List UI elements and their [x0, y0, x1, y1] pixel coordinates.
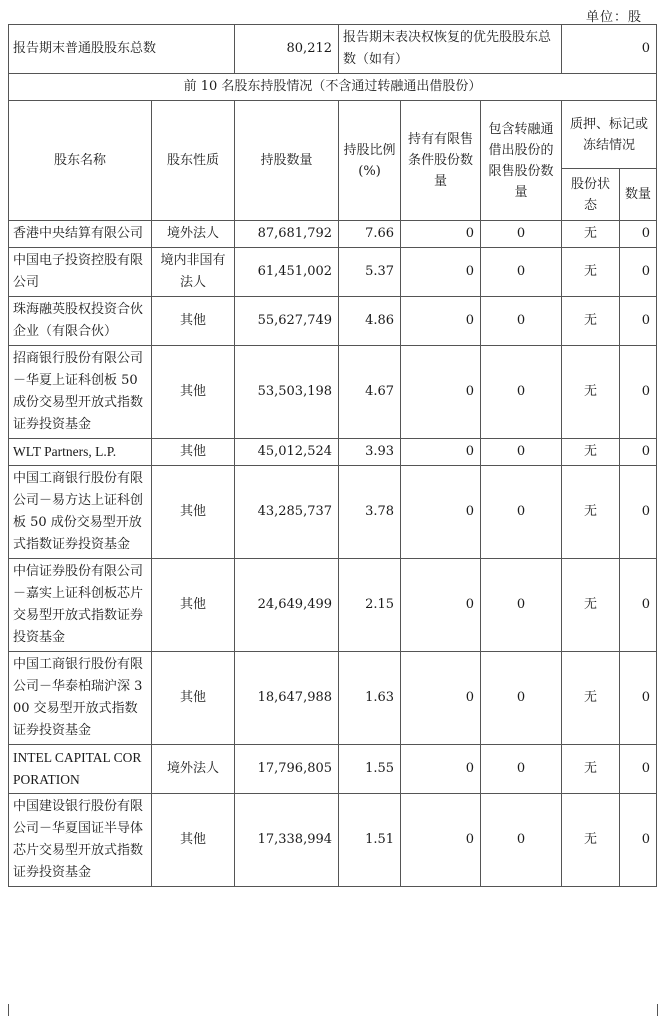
- holder-nature: 境外法人: [152, 745, 235, 794]
- table-row: [9, 248, 657, 297]
- header-pledge-status: 股份状态: [562, 169, 620, 221]
- holder-nature: 其他: [152, 346, 235, 439]
- holder-nature: 境外法人: [152, 221, 235, 248]
- holder-pledge-qty: 0: [620, 794, 657, 887]
- holder-nature: 其他: [152, 794, 235, 887]
- holder-lent: 0: [481, 248, 562, 297]
- holder-pledge-qty: 0: [620, 248, 657, 297]
- holder-pledge-status: 无: [562, 745, 620, 794]
- holder-pledge-status: 无: [562, 248, 620, 297]
- holder-ratio: 5.37: [339, 248, 401, 297]
- table-row: [9, 439, 657, 466]
- holder-nature: 其他: [152, 559, 235, 652]
- holder-lent: 0: [481, 297, 562, 346]
- holder-pledge-qty: 0: [620, 439, 657, 466]
- holder-lent: 0: [481, 652, 562, 745]
- holder-restricted: 0: [401, 248, 481, 297]
- holder-pledge-status: 无: [562, 794, 620, 887]
- holder-ratio: 4.67: [339, 346, 401, 439]
- holder-restricted: 0: [401, 221, 481, 248]
- holder-ratio: 3.78: [339, 466, 401, 559]
- header-row: [9, 101, 657, 169]
- holder-lent: 0: [481, 346, 562, 439]
- preferred-holders-value: 0: [562, 25, 657, 74]
- table-row: [9, 297, 657, 346]
- holder-lent: 0: [481, 466, 562, 559]
- header-name: 股东名称: [9, 101, 152, 221]
- header-ratio: 持股比例(%): [339, 101, 401, 221]
- holder-pledge-status: 无: [562, 652, 620, 745]
- holder-lent: 0: [481, 794, 562, 887]
- holder-pledge-qty: 0: [620, 652, 657, 745]
- holder-ratio: 3.93: [339, 439, 401, 466]
- preferred-holders-label: 报告期末表决权恢复的优先股股东总数（如有）: [339, 25, 562, 74]
- holder-quantity: 17,338,994: [235, 794, 339, 887]
- table-row: [9, 652, 657, 745]
- common-holders-label: 报告期末普通股股东总数: [9, 25, 235, 74]
- holder-pledge-qty: 0: [620, 559, 657, 652]
- holder-pledge-qty: 0: [620, 221, 657, 248]
- holder-nature: 其他: [152, 297, 235, 346]
- section-title-row: [9, 74, 657, 101]
- holder-name: 香港中央结算有限公司: [9, 221, 152, 248]
- holder-quantity: 87,681,792: [235, 221, 339, 248]
- holder-quantity: 18,647,988: [235, 652, 339, 745]
- header-restricted: 持有有限售条件股份数量: [401, 101, 481, 221]
- holder-restricted: 0: [401, 439, 481, 466]
- holder-quantity: 17,796,805: [235, 745, 339, 794]
- header-lent: 包含转融通借出股份的限售股份数量: [481, 101, 562, 221]
- header-pledge: 质押、标记或冻结情况: [562, 101, 657, 169]
- holder-nature: 其他: [152, 439, 235, 466]
- next-section-partial: [8, 1004, 658, 1016]
- holder-lent: 0: [481, 439, 562, 466]
- holder-quantity: 24,649,499: [235, 559, 339, 652]
- holder-pledge-status: 无: [562, 559, 620, 652]
- unit-label: 单位：股: [585, 10, 642, 25]
- holder-lent: 0: [481, 559, 562, 652]
- shareholders-table: [8, 24, 657, 887]
- holder-quantity: 61,451,002: [235, 248, 339, 297]
- section-title: 前 10 名股东持股情况（不含通过转融通出借股份）: [9, 74, 657, 101]
- holder-pledge-qty: 0: [620, 297, 657, 346]
- holder-name: WLT Partners, L.P.: [9, 439, 152, 466]
- holder-restricted: 0: [401, 794, 481, 887]
- holder-restricted: 0: [401, 466, 481, 559]
- holder-pledge-status: 无: [562, 466, 620, 559]
- holder-name: 中国工商银行股份有限公司－华泰柏瑞沪深 300 交易型开放式指数证券投资基金: [9, 652, 152, 745]
- table-row: [9, 221, 657, 248]
- holder-pledge-status: 无: [562, 221, 620, 248]
- table-row: [9, 559, 657, 652]
- holder-nature: 其他: [152, 652, 235, 745]
- holder-quantity: 53,503,198: [235, 346, 339, 439]
- summary-row: [9, 25, 657, 74]
- holder-ratio: 1.51: [339, 794, 401, 887]
- holder-quantity: 45,012,524: [235, 439, 339, 466]
- table-row: [9, 466, 657, 559]
- header-pledge-qty: 数量: [620, 169, 657, 221]
- holder-name: 中国工商银行股份有限公司－易方达上证科创板 50 成份交易型开放式指数证券投资基金: [9, 466, 152, 559]
- holder-ratio: 4.86: [339, 297, 401, 346]
- holder-restricted: 0: [401, 297, 481, 346]
- holder-ratio: 7.66: [339, 221, 401, 248]
- holder-restricted: 0: [401, 559, 481, 652]
- holder-name: 珠海融英股权投资合伙企业（有限合伙）: [9, 297, 152, 346]
- holder-name: 中国电子投资控股有限公司: [9, 248, 152, 297]
- holder-name: 招商银行股份有限公司－华夏上证科创板 50 成份交易型开放式指数证券投资基金: [9, 346, 152, 439]
- table-row: [9, 346, 657, 439]
- common-holders-value: 80,212: [235, 25, 339, 74]
- holder-quantity: 55,627,749: [235, 297, 339, 346]
- holder-name: 中国建设银行股份有限公司－华夏国证半导体芯片交易型开放式指数证券投资基金: [9, 794, 152, 887]
- holder-pledge-status: 无: [562, 346, 620, 439]
- holder-pledge-status: 无: [562, 439, 620, 466]
- holder-ratio: 1.63: [339, 652, 401, 745]
- table-row: [9, 745, 657, 794]
- table-row: [9, 794, 657, 887]
- holder-ratio: 2.15: [339, 559, 401, 652]
- holder-nature: 其他: [152, 466, 235, 559]
- holder-restricted: 0: [401, 346, 481, 439]
- holder-quantity: 43,285,737: [235, 466, 339, 559]
- holder-pledge-qty: 0: [620, 466, 657, 559]
- holder-pledge-qty: 0: [620, 346, 657, 439]
- holder-restricted: 0: [401, 745, 481, 794]
- holder-lent: 0: [481, 221, 562, 248]
- holder-name: 中信证券股份有限公司－嘉实上证科创板芯片交易型开放式指数证券投资基金: [9, 559, 152, 652]
- holder-restricted: 0: [401, 652, 481, 745]
- holder-lent: 0: [481, 745, 562, 794]
- holder-ratio: 1.55: [339, 745, 401, 794]
- holder-nature: 境内非国有法人: [152, 248, 235, 297]
- holder-name: INTEL CAPITAL CORPORATION: [9, 745, 152, 794]
- header-nature: 股东性质: [152, 101, 235, 221]
- holder-pledge-qty: 0: [620, 745, 657, 794]
- holder-pledge-status: 无: [562, 297, 620, 346]
- header-quantity: 持股数量: [235, 101, 339, 221]
